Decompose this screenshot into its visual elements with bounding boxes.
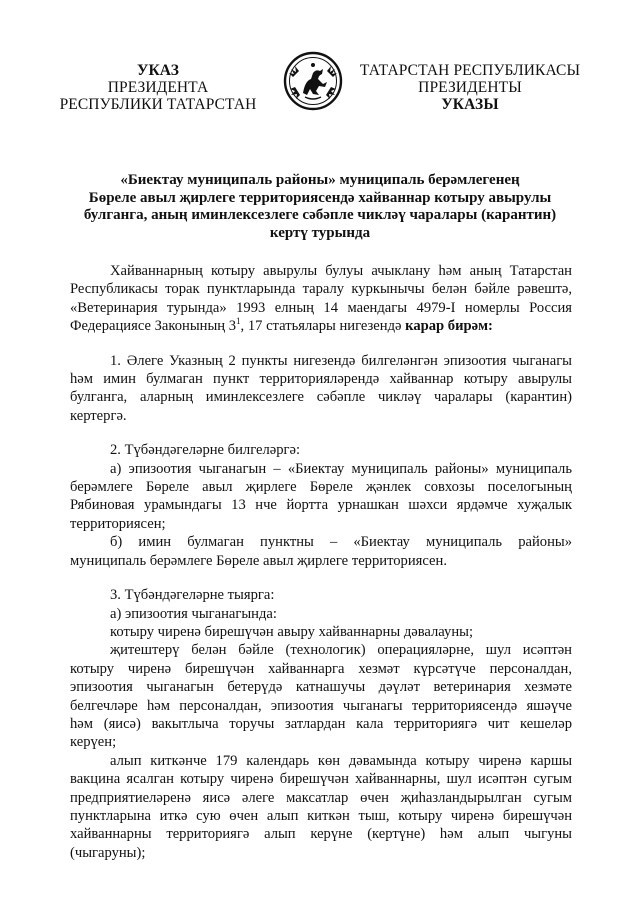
decree-phrase: карар бирәм: — [405, 318, 493, 335]
text-line: Хайваннарның котыру авырулы булуы ачыклану һәм аның Татарстан — [110, 263, 572, 279]
text-line: кертергә. — [70, 407, 127, 424]
text-line: белгечләре һәм персоналдан, эпизоотия чыганагы территориясендә яшәүче — [70, 697, 572, 714]
text-line: территориясен; — [70, 515, 166, 532]
text-line: вакцина ясалган котыру чиренә бирешүчән хайваннарны, шул исәптән сугым — [70, 771, 572, 788]
header-left-line-2: ПРЕЗИДЕНТА — [107, 79, 209, 96]
tatarstan-coat-of-arms-icon — [283, 51, 343, 111]
text-line: б) имин булмаган пунктны – «Биектау муниципаль районы» — [110, 534, 572, 551]
text-line: хайваннарны территориягә алып керүне (кертүне) һәм алып чыгуны — [70, 826, 572, 843]
text-line: һәм (яисә) вакытлыча торучы затлардан кала территориягә чит кешеләр — [70, 715, 572, 732]
title-line: Бөреле авыл җирлеге территориясендә хайваннар котыру авырулы — [88, 189, 552, 206]
document-body — [70, 262, 572, 862]
text-line: булганга, аларның иминлексезлеге сәбәпле чикләү чаралары (карантин) — [70, 389, 572, 406]
header-right-tatar — [355, 62, 585, 113]
text-line: а) эпизоотия чыганагын – «Биектау муниципаль районы» муниципаль — [110, 460, 572, 477]
text-line — [70, 317, 572, 335]
header-right-line-1: ТАТАРСТАН РЕСПУБЛИКАСЫ — [359, 62, 581, 79]
title-line: «Биектау муниципаль районы» муниципаль берәмлегенең — [120, 172, 520, 188]
item-3-section — [70, 586, 572, 862]
text-line: «Ветеринария турында» 1993 елның 14 маендагы 4979-I номерлы Россия — [70, 299, 572, 316]
document-title — [60, 172, 580, 242]
title-line: булганга, аның иминлексезлеге сәбәпле чикләү чаралары (карантин) — [83, 207, 557, 223]
text-line: җитештерү белән бәйле (технологик) операцияләрне, шул исәптән — [110, 642, 572, 659]
title-line: кертү турында — [269, 224, 371, 241]
preamble-law-ref: Федерациясе Законының 3 — [70, 318, 237, 335]
item-2-heading: 2. Түбәндәгеләрне билгеләргә: — [110, 442, 301, 459]
text-line: муниципаль берәмлеге Бөреле авыл җирлеге территориясен. — [70, 552, 447, 569]
text-line: берәмлеге Бөреле авыл җирлеге Бөреле җәнлек совхозы поселогының — [70, 479, 572, 496]
text-line: пунктларына иткә сую өчен алып киткән тыш, котыру чиренә бирешүчән — [70, 807, 572, 824]
text-line: эпизоотия чыганагын бетерүдә катнашучы дәүләт ветеринария хезмәте — [70, 679, 572, 696]
superscript: 1 — [236, 316, 241, 327]
header-left-line-1: УКАЗ — [136, 62, 179, 79]
text-line: 1. Әлеге Указның 2 пункты нигезендә билгеләнгән эпизоотия чыганагы — [110, 352, 572, 369]
text-line: котыру чиренә бирешүчән хайваннарга хезмәт күрсәтүче персоналдан, — [70, 660, 572, 677]
text-line: алып киткәнче 179 календарь көн дәвамында котыру чиренә каршы — [110, 752, 572, 769]
header-left-line-3: РЕСПУБЛИКИ ТАТАРСТАН — [59, 96, 257, 113]
item-1-paragraph — [70, 352, 572, 426]
header-right-line-3: УКАЗЫ — [441, 96, 499, 113]
text-line: һәм имин булмаган пункт территорияләрендә хайваннар котыру авырулы — [70, 371, 572, 388]
header-left-russian — [43, 62, 273, 113]
item-3a-heading: а) эпизоотия чыганагында: — [110, 605, 277, 622]
text-line: (чыгаруны); — [70, 844, 146, 861]
item-2-section — [70, 441, 572, 570]
text-line: керүен; — [70, 734, 117, 751]
preamble-articles: , 17 статьялары нигезендә — [240, 318, 406, 335]
text-line: Республикасы торак пунктларында таралу куркынычы белән бәйле рәвештә, — [70, 281, 572, 298]
item-3-heading: 3. Түбәндәгеләрне тыярга: — [110, 587, 275, 604]
text-line: предприятиеләренә яисә әлеге максатлар өчен җиһазландырылган сугым — [70, 789, 572, 806]
header-right-line-2: ПРЕЗИДЕНТЫ — [418, 79, 522, 96]
text-line: Рябиновая урамындагы 13 нче йортта урнашкан шәхси ярдәмче хуҗалык — [70, 497, 572, 514]
preamble-paragraph — [70, 262, 572, 336]
text-line: котыру чиренә бирешүчән авыру хайваннарны дәвалауны; — [110, 623, 474, 640]
